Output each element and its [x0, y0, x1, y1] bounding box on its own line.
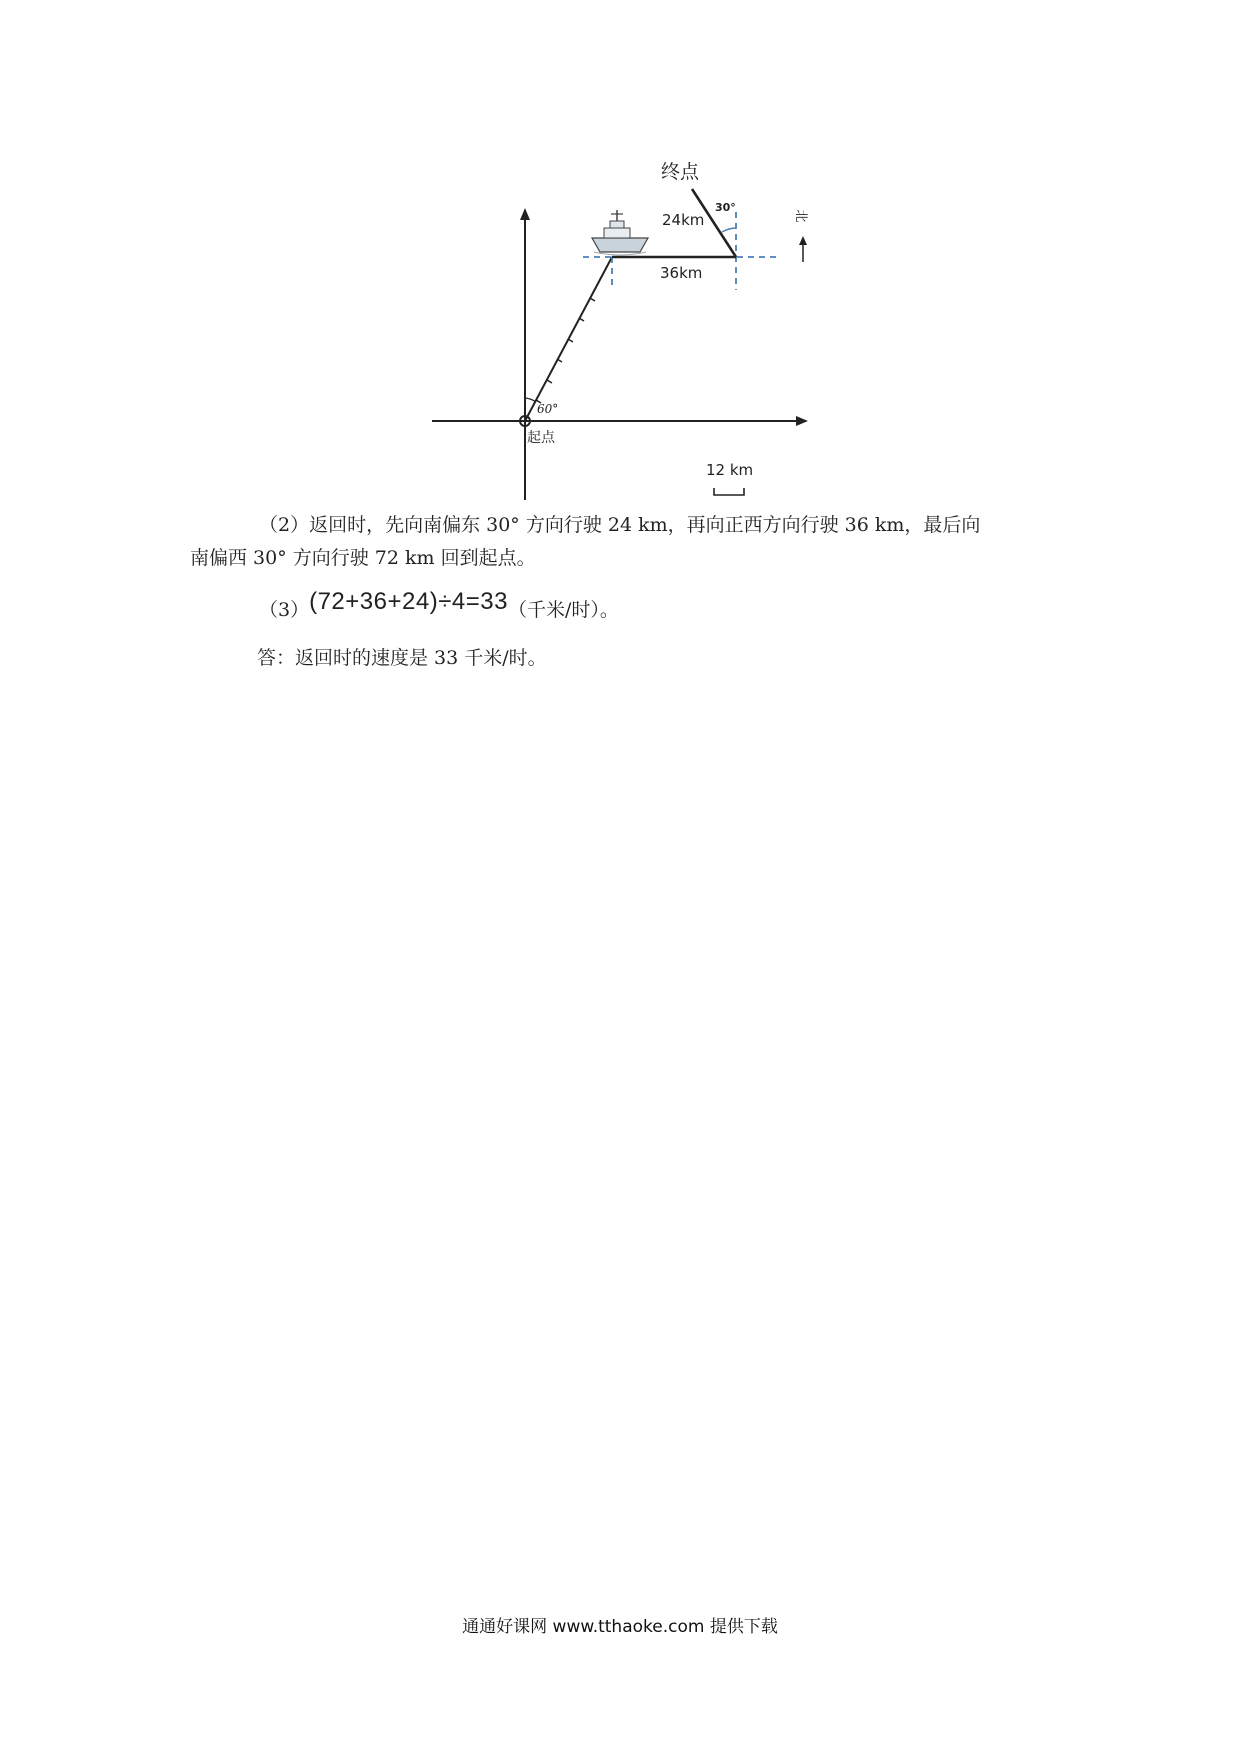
page-footer: 通通好课网 www.tthaoke.com 提供下载	[462, 1617, 778, 1637]
scale-bar	[714, 488, 744, 495]
north-label: 北	[793, 209, 808, 223]
y-axis-arrow	[520, 208, 530, 220]
answer-part2-line1: （2）返回时，先向南偏东 30° 方向行驶 24 km，再向正西方向行驶 36 km，最后向	[259, 514, 981, 536]
answer-part3-formula: (72+36+24)÷4=33	[309, 588, 508, 615]
distance-36km-label: 36km	[660, 264, 703, 282]
end-label: 终点	[661, 161, 700, 183]
route-tick-marks	[536, 298, 595, 403]
angle-30-arc	[722, 228, 736, 232]
answer-conclusion: 答：返回时的速度是 33 千米/时。	[257, 647, 547, 669]
scale-label: 12 km	[706, 461, 754, 479]
answer-part3-unit: （千米/时）。	[507, 599, 619, 621]
north-arrow-icon	[799, 236, 807, 262]
x-axis-arrow	[796, 416, 808, 426]
angle-60-label: 60°	[537, 402, 559, 416]
answer-part3-prefix: （3）	[259, 599, 310, 621]
route-diagram	[0, 0, 1240, 520]
answer-part2-line2: 南偏西 30° 方向行驶 72 km 回到起点。	[190, 547, 536, 569]
ship-icon	[592, 210, 648, 255]
angle-30-label: 30°	[715, 201, 736, 214]
answer-part3	[259, 588, 619, 625]
distance-24km-label: 24km	[662, 211, 705, 229]
angle-60-arc	[525, 398, 536, 402]
start-label: 起点	[527, 430, 555, 446]
